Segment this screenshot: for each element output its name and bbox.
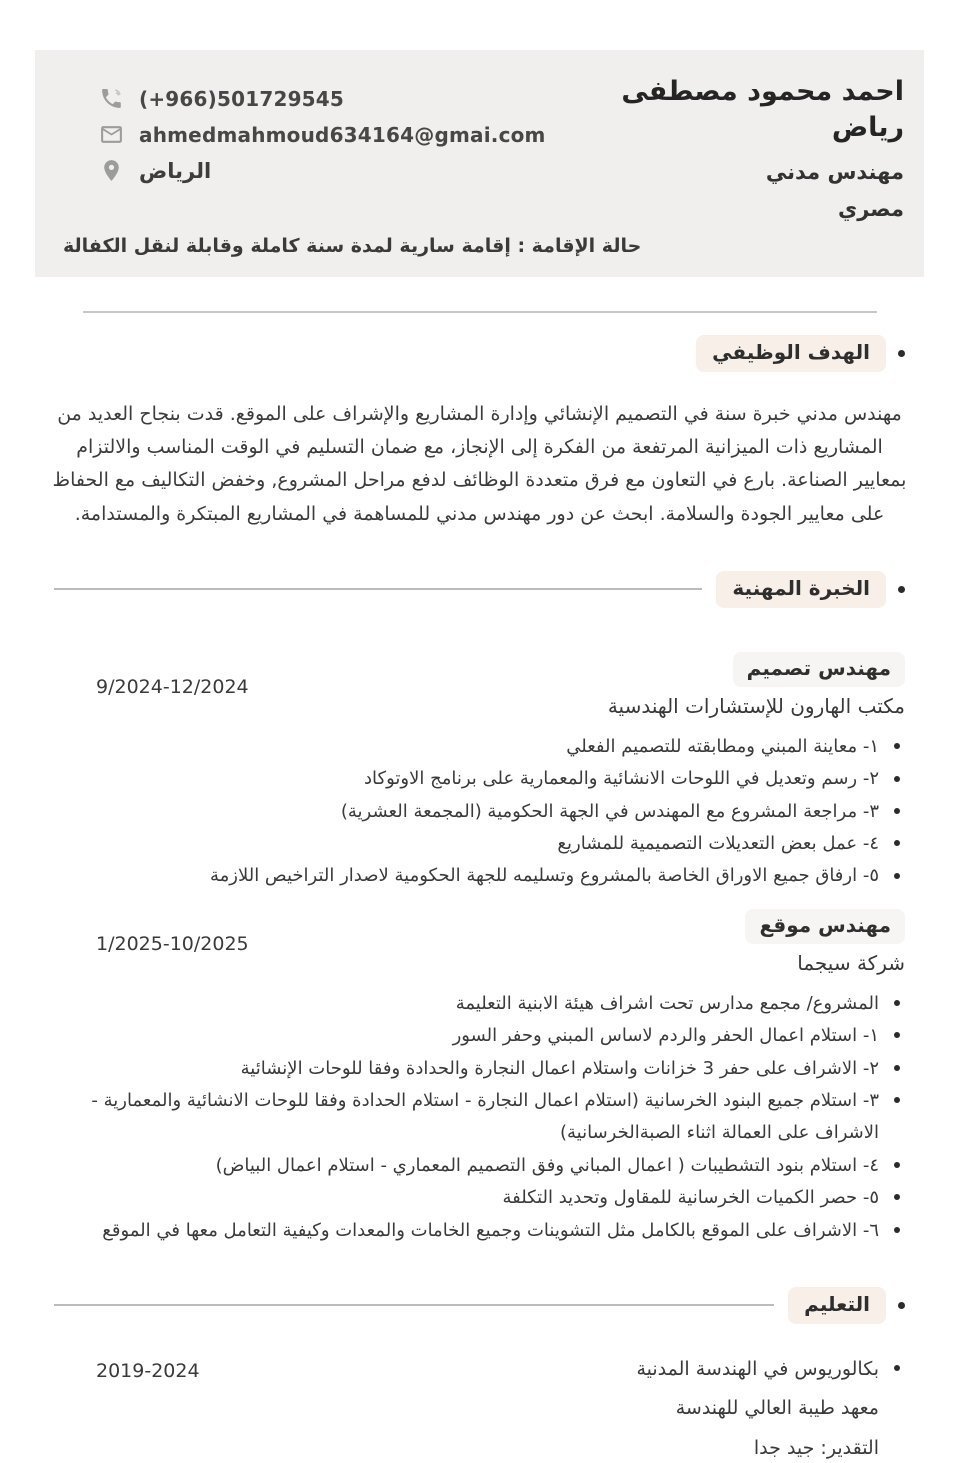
- header-top: [63, 74, 904, 221]
- section-line: [54, 588, 702, 590]
- phone-value: (+966)501729545: [139, 86, 345, 111]
- job-titles: [608, 652, 905, 718]
- location-value: الرياض: [139, 158, 212, 183]
- experience-section-label: الخبرة المهنية: [716, 571, 886, 608]
- job-dates: 1/2025-10/2025: [96, 932, 249, 955]
- email-value: ahmedmahmoud634164@gmai.com: [139, 122, 546, 147]
- bullet-item: ٤- عمل بعض التعديلات التصميمية للمشاريع: [54, 828, 905, 860]
- job-company: شركة سيجما: [797, 950, 905, 975]
- bullet-item: ٣- مراجعة المشروع مع المهندس في الجهة الحكومية (المجمعة العشرية): [54, 796, 905, 828]
- location-pin-icon: [99, 158, 124, 183]
- section-line: [54, 1304, 774, 1306]
- phone-icon: [99, 86, 124, 111]
- objective-paragraph: مهندس مدني خبرة سنة في التصميم الإنشائي وإدارة المشاريع والإشراف على الموقع. قدت بنجاح العديد من المشاريع ذات الميزانية المرتفعة من الفكرة إلى الإنجاز، مع ضمان التسليم في الوقت المناسب والالتزام بمعايير الصناعة. بارع في التعاون مع فرق متعددة الوظائف لدفع مراحل المشروع, وخفض التكاليف مع الحفاظ على معايير الجودة والسلامة. ابحث عن دور مهندس مدني للمساهمة في المشاريع المبتكرة والمستدامة.: [52, 402, 907, 525]
- education-degree: بكالوريوس في الهندسة المدنية: [636, 1354, 905, 1384]
- section-bullet-icon: [898, 350, 905, 357]
- email-icon: [99, 122, 124, 147]
- job-bullet-list: [54, 988, 905, 1247]
- contact-list: [99, 86, 546, 183]
- candidate-name: احمد محمود مصطفى رياض: [621, 76, 904, 144]
- bullet-item: ٦- الاشراف على الموقع بالكامل مثل التشوينات وجميع الخامات والمعدات وكيفية التعامل معها في الموقع: [54, 1215, 905, 1247]
- bullet-item: ٢- الاشراف على حفر 3 خزانات واستلام اعمال النجارة والحدادة وفقا للوحات الإنشائية: [54, 1053, 905, 1085]
- candidate-nationality: مصري: [837, 196, 904, 221]
- section-bullet-icon: [898, 586, 905, 593]
- bullet-item: المشروع/ مجمع مدارس تحت اشراف هيئة الابنية التعليمة: [54, 988, 905, 1020]
- job-entry-design-engineer: [54, 652, 905, 893]
- section-experience-header: [54, 571, 905, 608]
- resume-page: [0, 50, 959, 1459]
- contact-location: [99, 158, 546, 183]
- header-divider: [83, 311, 877, 313]
- candidate-job-title: مهندس مدني: [765, 159, 904, 184]
- job-titles: [745, 909, 905, 975]
- job-entry-site-engineer: [54, 909, 905, 1247]
- bullet-item: ٢- رسم وتعديل في اللوحات الانشائية والمعمارية على برنامج الاوتوكاد: [54, 763, 905, 795]
- job-bullet-list: [54, 731, 905, 893]
- objective-section-label: الهدف الوظيفي: [696, 335, 886, 372]
- education-details: [636, 1354, 905, 1463]
- education-dates: 2019-2024: [96, 1359, 200, 1382]
- identity-block: [546, 74, 904, 221]
- bullet-item: ٤- استلام بنود التشطيبات ( اعمال المباني وفق التصميم المعماري - استلام اعمال البياض): [54, 1150, 905, 1182]
- education-entry: [54, 1354, 905, 1463]
- header-card: [35, 50, 924, 277]
- section-objective-header: [54, 335, 905, 372]
- section-bullet-icon: [898, 1302, 905, 1309]
- contact-email: [99, 122, 546, 147]
- job-dates: 9/2024-12/2024: [96, 675, 249, 698]
- job-header: [54, 909, 905, 975]
- bullet-item: ٥- ارفاق جميع الاوراق الخاصة بالمشروع وتسليمه للجهة الحكومية لاصدار التراخيص اللازمة: [54, 860, 905, 892]
- job-role-badge: مهندس تصميم: [733, 652, 905, 687]
- education-institute: معهد طيبة العالي للهندسة: [675, 1397, 879, 1420]
- bullet-item: ٣- استلام جميع البنود الخرسانية (استلام اعمال النجارة - استلام الحدادة وفقا للوحات الانشائية والمعمارية - الاشراف على العمالة اثناء الصبةالخرسانية): [54, 1085, 905, 1150]
- section-education-header: [54, 1287, 905, 1324]
- job-role-badge: مهندس موقع: [745, 909, 905, 944]
- job-company: مكتب الهارون للإستشارات الهندسية: [607, 693, 905, 718]
- education-grade: التقدير: جيد جدا: [753, 1436, 879, 1459]
- bullet-item: ١- معاينة المبني ومطابقته للتصميم الفعلي: [54, 731, 905, 763]
- bullet-item: ١- استلام اعمال الحفر والردم لاساس المبني وحفر السور: [54, 1020, 905, 1052]
- bullet-item: ٥- حصر الكميات الخرسانية للمقاول وتحديد التكلفة: [54, 1182, 905, 1214]
- section-line: [54, 352, 682, 354]
- education-section-label: التعليم: [788, 1287, 886, 1324]
- job-header: [54, 652, 905, 718]
- residence-status: حالة الإقامة : إقامة سارية لمدة سنة كاملة وقابلة لنقل الكفالة: [63, 234, 642, 257]
- contact-phone: [99, 86, 546, 111]
